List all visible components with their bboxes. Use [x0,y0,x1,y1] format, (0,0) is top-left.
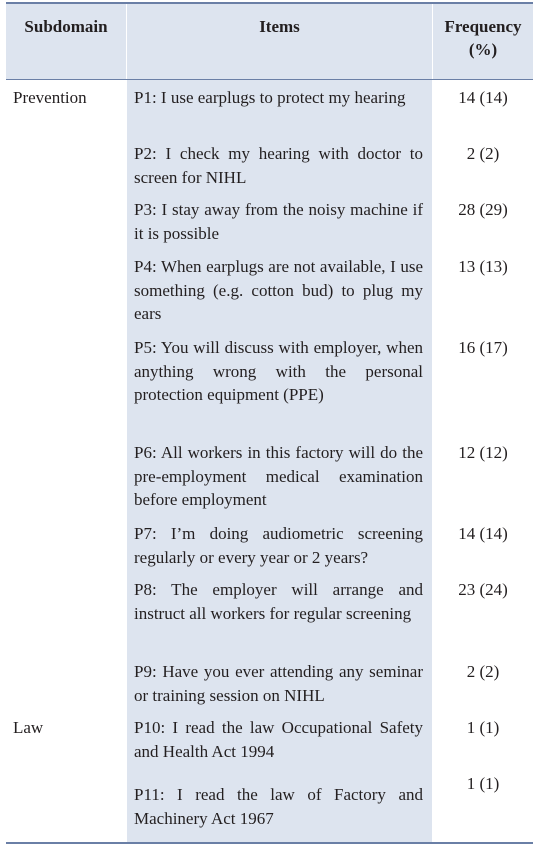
subdomain-prevention: Prevention [13,88,87,107]
item-cell: P3: I stay away from the noisy machine if it is possible [134,200,423,243]
frequency-cell: 13 (13) [458,257,508,276]
header-frequency-label: Frequency [444,17,522,36]
item-cell: P10: I read the law Occupational Safety and Health Act 1994 [134,718,423,761]
item-cell: P2: I check my hearing with doctor to screen for NIHL [134,144,423,187]
frequency-cell: 2 (2) [466,144,500,163]
subdomain-law: Law [13,718,44,737]
frequency-cell: 14 (14) [458,524,508,543]
data-table [6,2,533,844]
frequency-cell: 12 (12) [458,443,508,462]
item-cell: P4: When earplugs are not available, I use something (e.g. cotton bud) to plug my ears [134,257,423,323]
header-frequency [433,15,533,61]
header-items: Items [259,17,300,36]
frequency-cell: 2 (2) [466,662,500,681]
item-cell: P1: I use earplugs to protect my hearing [134,88,406,107]
item-cell: P9: Have you ever attending any seminar or training session on NIHL [134,662,423,705]
table-bottom-rule [6,842,533,844]
header-bottom-rule [6,79,533,80]
item-cell: P5: You will discuss with employer, when anything wrong with the personal protection equipment (PPE) [134,338,423,404]
frequency-cell: 14 (14) [458,88,508,107]
header-frequency-unit: (%) [468,40,498,59]
item-cell: P8: The employer will arrange and instruct all workers for regular screening [134,580,423,623]
header-subdomain: Subdomain [24,17,108,36]
item-cell: P7: I’m doing audiometric screening regularly or every year or 2 years? [134,524,423,567]
item-cell: P6: All workers in this factory will do the pre-employment medical examination before employment [134,443,423,509]
frequency-cell: 1 (1) [466,774,500,793]
frequency-cell: 16 (17) [458,338,508,357]
table-top-rule [6,2,533,4]
frequency-cell: 1 (1) [466,718,500,737]
frequency-cell: 28 (29) [458,200,508,219]
item-cell: P11: I read the law of Factory and Machinery Act 1967 [134,785,423,828]
frequency-cell: 23 (24) [458,580,508,599]
